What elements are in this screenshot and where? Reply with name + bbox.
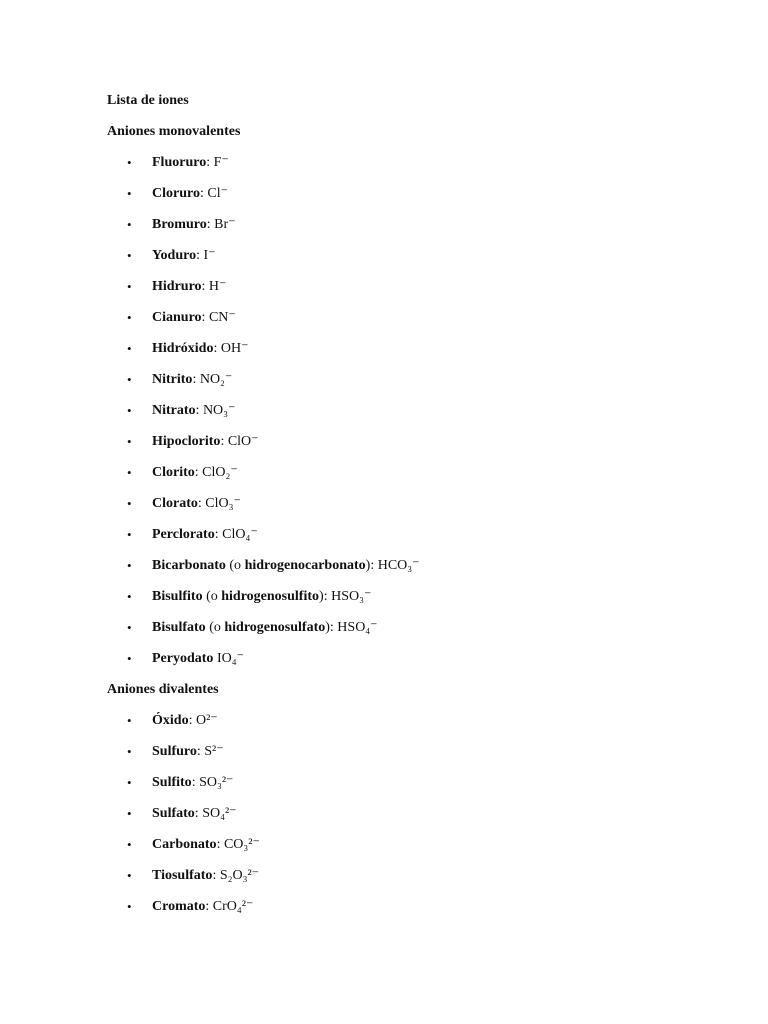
ion-formula: ClO⁻	[227, 434, 259, 449]
ion-list	[107, 153, 727, 680]
bullet-icon: •	[127, 341, 132, 356]
list-item	[107, 184, 727, 215]
ion-formula: HSO₃⁻	[331, 589, 372, 604]
ion-separator: :	[194, 465, 203, 480]
list-item: • Bisulfato (o hidrogenosulfato): HSO₄⁻	[107, 618, 727, 649]
ion-name: Sulfato	[152, 806, 195, 821]
ion-alt-name: hidrogenosulfato	[224, 620, 326, 635]
ion-name: Peryodato	[152, 651, 214, 666]
ion-name: Cianuro	[152, 310, 202, 325]
list-item	[107, 897, 727, 928]
ion-name: Clorato	[152, 496, 198, 511]
ion-name: Perclorato	[152, 527, 215, 542]
ion-separator: :	[370, 558, 378, 573]
ion-separator: :	[206, 217, 215, 232]
list-item: • Bisulfito (o hidrogenosulfito): HSO₃⁻	[107, 587, 727, 618]
ion-name: Cloruro	[152, 186, 200, 201]
ion-separator: :	[196, 744, 205, 759]
list-item	[107, 711, 727, 742]
ion-name: Hidruro	[152, 279, 202, 294]
ion-separator: :	[212, 868, 220, 883]
bullet-icon: •	[127, 806, 132, 821]
ion-formula: CO₃²⁻	[223, 837, 260, 852]
ion-name: Clorito	[152, 465, 195, 480]
ion-formula: ClO₂⁻	[202, 465, 238, 480]
ion-separator: :	[195, 403, 203, 418]
bullet-icon: •	[127, 186, 132, 201]
ion-name: Yoduro	[152, 248, 197, 263]
ion-name: Sulfuro	[152, 744, 197, 759]
ion-sections	[107, 122, 727, 928]
ion-formula: H⁻	[208, 279, 227, 294]
ion-name: Bromuro	[152, 217, 207, 232]
ion-formula: OH⁻	[220, 341, 249, 356]
list-item	[107, 339, 727, 370]
list-item	[107, 742, 727, 773]
ion-name: Fluoruro	[152, 155, 207, 170]
list-item	[107, 804, 727, 835]
list-item	[107, 835, 727, 866]
ion-formula: Cl⁻	[207, 186, 228, 201]
bullet-icon: •	[127, 558, 132, 573]
ion-separator: :	[201, 279, 209, 294]
ion-formula: O²⁻	[195, 713, 218, 728]
ion-name: Bicarbonato	[152, 558, 226, 573]
ion-name: Bisulfato	[152, 620, 206, 635]
bullet-icon: •	[127, 248, 132, 263]
bullet-icon: •	[127, 651, 132, 666]
bullet-icon: •	[127, 713, 132, 728]
ion-separator: :	[196, 248, 204, 263]
ion-formula: ClO₄⁻	[222, 527, 258, 542]
ion-formula: S₂O₃²⁻	[219, 868, 260, 883]
bullet-icon: •	[127, 434, 132, 449]
bullet-icon: •	[127, 620, 132, 635]
list-item	[107, 153, 727, 184]
ion-formula: SO₄²⁻	[202, 806, 237, 821]
ion-alt-name: hidrogenosulfito	[221, 589, 320, 604]
bullet-icon: •	[127, 310, 132, 325]
ion-separator: :	[329, 620, 338, 635]
ion-name: Hidróxido	[152, 341, 214, 356]
ion-name: Carbonato	[152, 837, 217, 852]
list-item	[107, 277, 727, 308]
list-item	[107, 432, 727, 463]
ion-separator: :	[191, 775, 200, 790]
ion-name: Bisulfito	[152, 589, 203, 604]
ion-formula: NO₂⁻	[199, 372, 233, 387]
ion-formula: ClO₃⁻	[205, 496, 241, 511]
list-item	[107, 463, 727, 494]
bullet-icon: •	[127, 837, 132, 852]
bullet-icon: •	[127, 217, 132, 232]
bullet-icon: •	[127, 496, 132, 511]
ion-separator: :	[216, 837, 224, 852]
ion-separator: :	[205, 899, 213, 914]
ion-name: Cromato	[152, 899, 206, 914]
ion-separator: :	[192, 372, 200, 387]
ion-formula: I⁻	[203, 248, 216, 263]
list-item	[107, 866, 727, 897]
list-item	[107, 773, 727, 804]
bullet-icon: •	[127, 465, 132, 480]
ion-formula: S²⁻	[204, 744, 224, 759]
ion-separator: :	[220, 434, 228, 449]
list-item	[107, 494, 727, 525]
ion-alt-name: hidrogenocarbonato	[244, 558, 366, 573]
list-item	[107, 215, 727, 246]
ion-separator: :	[206, 155, 214, 170]
ion-formula: SO₃²⁻	[199, 775, 234, 790]
list-item	[107, 308, 727, 339]
list-item	[107, 401, 727, 432]
section-heading: Aniones divalentes	[107, 682, 219, 697]
bullet-icon: •	[127, 868, 132, 883]
bullet-icon: •	[127, 155, 132, 170]
bullet-icon: •	[127, 372, 132, 387]
ion-separator: :	[214, 527, 223, 542]
ion-formula: IO₄⁻	[216, 651, 244, 666]
ion-separator: :	[199, 186, 208, 201]
ion-formula: HSO₄⁻	[337, 620, 378, 635]
ion-separator: :	[213, 341, 221, 356]
document-page	[107, 91, 727, 928]
bullet-icon: •	[127, 899, 132, 914]
ion-separator: :	[201, 310, 209, 325]
list-item	[107, 246, 727, 277]
ion-name: Óxido	[152, 713, 189, 728]
ion-formula: NO₃⁻	[202, 403, 236, 418]
ion-name: Nitrato	[152, 403, 196, 418]
ion-name: Nitrito	[152, 372, 193, 387]
ion-formula: F⁻	[213, 155, 229, 170]
ion-separator: :	[194, 806, 203, 821]
ion-list	[107, 711, 727, 928]
list-item	[107, 525, 727, 556]
list-item	[107, 649, 727, 680]
bullet-icon: •	[127, 775, 132, 790]
ion-separator: :	[188, 713, 196, 728]
section-heading: Aniones monovalentes	[107, 124, 241, 139]
ion-name: Tiosulfato	[152, 868, 213, 883]
ion-name: Sulfito	[152, 775, 192, 790]
list-item: • Bicarbonato (o hidrogenocarbonato): HCO₃⁻	[107, 556, 727, 587]
document-title: Lista de iones	[107, 93, 189, 108]
ion-separator: :	[323, 589, 332, 604]
bullet-icon: •	[127, 279, 132, 294]
ion-name: Hipoclorito	[152, 434, 221, 449]
bullet-icon: •	[127, 744, 132, 759]
ion-formula: CN⁻	[208, 310, 236, 325]
bullet-icon: •	[127, 527, 132, 542]
ion-formula: CrO₄²⁻	[212, 899, 254, 914]
ion-separator: :	[197, 496, 206, 511]
bullet-icon: •	[127, 403, 132, 418]
list-item	[107, 370, 727, 401]
ion-formula: Br⁻	[214, 217, 236, 232]
bullet-icon: •	[127, 589, 132, 604]
ion-formula: HCO₃⁻	[377, 558, 420, 573]
